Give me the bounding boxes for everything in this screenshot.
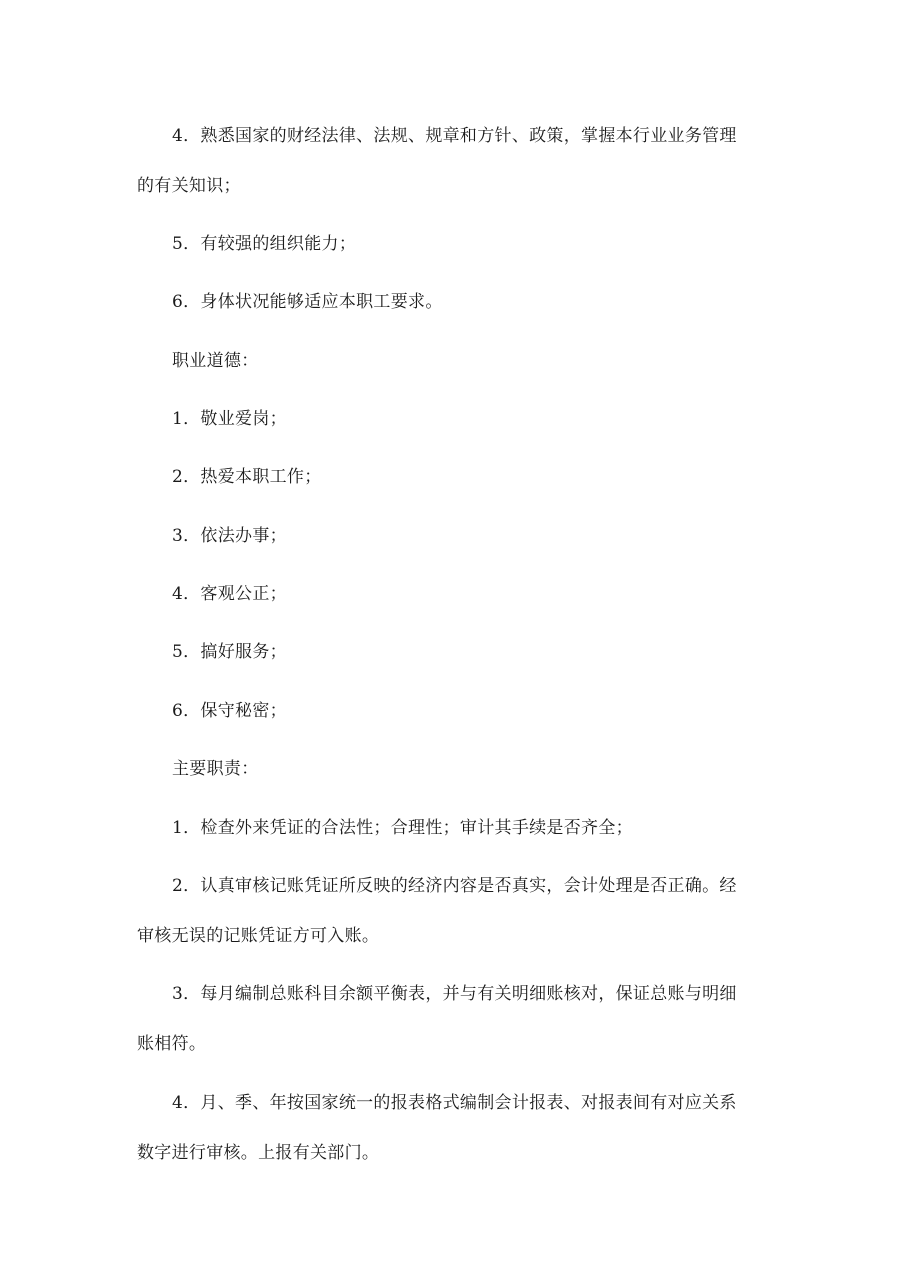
section-heading-duties: 主要职责：: [172, 759, 259, 779]
ethics-item-3: 3．依法办事；: [172, 526, 287, 546]
duty-item-4-cont: 数字进行审核。上报有关部门。: [137, 1143, 380, 1163]
ethics-item-2: 2．热爱本职工作；: [172, 467, 322, 487]
paragraph-requirement-6: 6．身体状况能够适应本职工要求。: [172, 292, 443, 312]
ethics-item-6: 6．保守秘密；: [172, 701, 287, 721]
duty-item-3-cont: 账相符。: [137, 1034, 207, 1054]
ethics-item-1: 1．敬业爱岗；: [172, 409, 287, 429]
duty-item-2-cont: 审核无误的记账凭证方可入账。: [137, 926, 380, 946]
ethics-item-4: 4．客观公正；: [172, 584, 287, 604]
duty-item-1: 1．检查外来凭证的合法性；合理性；审计其手续是否齐全；: [172, 818, 633, 838]
paragraph-requirement-4: 4．熟悉国家的财经法律、法规、规章和方针、政策，掌握本行业业务管理: [172, 126, 737, 146]
paragraph-requirement-4-cont: 的有关知识；: [137, 176, 241, 196]
ethics-item-5: 5．搞好服务；: [172, 642, 287, 662]
section-heading-ethics: 职业道德：: [172, 351, 259, 371]
paragraph-requirement-5: 5．有较强的组织能力；: [172, 234, 357, 254]
duty-item-4: 4．月、季、年按国家统一的报表格式编制会计报表、对报表间有对应关系: [172, 1093, 737, 1113]
duty-item-3: 3．每月编制总账科目余额平衡表，并与有关明细账核对，保证总账与明细: [172, 984, 737, 1004]
duty-item-2: 2．认真审核记账凭证所反映的经济内容是否真实，会计处理是否正确。经: [172, 876, 737, 896]
